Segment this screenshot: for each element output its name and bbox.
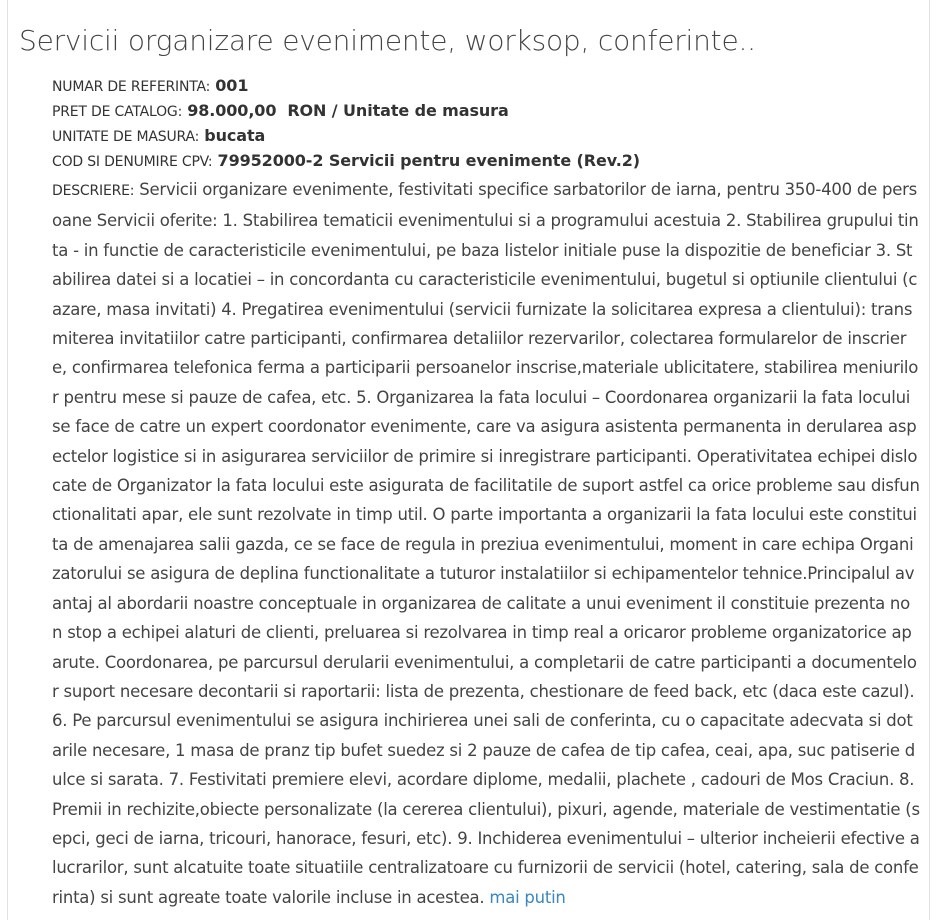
product-details — [52, 73, 920, 912]
page-title: Servicii organizare evenimente, worksop, conferinte.. — [19, 24, 756, 57]
reference-label: NUMAR DE REFERINTA: — [52, 79, 211, 95]
price-value: 98.000,00 RON / Unitate de masura — [187, 101, 509, 120]
show-less-link[interactable]: mai putin — [489, 887, 566, 907]
reference-value: 001 — [215, 76, 249, 95]
reference-row — [52, 73, 920, 98]
price-label: PRET DE CATALOG: — [52, 104, 183, 120]
unit-row — [52, 123, 920, 148]
unit-label: UNITATE DE MASURA: — [52, 129, 200, 145]
cpv-label: COD SI DENUMIRE CPV: — [52, 154, 213, 170]
unit-value: bucata — [204, 126, 266, 145]
description-label: DESCRIERE: — [52, 183, 135, 199]
description-block — [52, 175, 920, 912]
cpv-value: 79952000-2 Servicii pentru evenimente (Rev.2) — [217, 151, 640, 170]
description-text: Servicii organizare evenimente, festivitati specifice sarbatorilor de iarna, pentru 350-400 de persoane Servicii oferite: 1. Stabilirea tematicii evenimentului si a programului acestuia 2. Stabilirea grupului tinta - in functie de caracteristicile evenimentului, pe baza listelor initiale puse la dispozitie de beneficiar 3. Stabilirea datei si a locatiei – in concordanta cu caracteristicile evenimentului, bugetul si optiunile clientului (cazare, masa invitati) 4. Pregatirea evenimentului (servicii furnizate la solicitarea expresa a clientului): transmiterea invitatiilor catre participanti, confirmarea detaliilor rezervarilor, colectarea formularelor de inscriere, confirmarea telefonica ferma a participarii persoanelor inscrise,materiale ublicitatere, stabilirea meniurilor pentru mese si pauze de cafea, etc. 5. Organizarea la fata locului – Coordonarea organizarii la fata locului se face de catre un expert coordonator evenimente, care va asigura asistenta permanenta in derularea aspectelor logistice si in asigurarea serviciilor de primire si inregistrare participanti. Operativitatea echipei dislocate de Organizator la fata locului este asigurata de facilitatile de suport astfel ca orice probleme sau disfunctionalitati apar, ele sunt rezolvate in timp util. O parte importanta a organizarii la fata locului este constituita de amenajarea salii gazda, ce se face de regula in preziua evenimentului, moment in care echipa Organizatorului se asigura de deplina functionalitate a tuturor instalatiilor si echipamentelor tehnice.Principalul avantaj al abordarii noastre conceptuale in organizarea de calitate a unui eveniment il constituie prezenta non stop a echipei alaturi de clienti, preluarea si rezolvarea in timp real a oricaror probleme organizatorice aparute. Coordonarea, pe parcursul derularii evenimentului, a completarii de catre participanti a documentelor suport necesare decontarii si raportarii: lista de prezenta, chestionare de feed back, etc (daca este cazul). 6. Pe parcursul evenimentului se asigura inchirierea unei sali de conferinta, cu o capacitate adecvata si dotarile necesare, 1 masa de pranz tip bufet suedez si 2 pauze de cafea de tip cafea, ceai, apa, suc patiserie dulce si sarata. 7. Festivitati premiere elevi, acordare diplome, medalii, plachete , cadouri de Mos Craciun. 8. Premii in rechizite,obiecte personalizate (la cererea clientului), pixuri, agende, materiale de vestimentatie (sepci, geci de iarna, tricouri, hanorace, fesuri, etc). 9. Inchiderea evenimentului – ulterior incheierii efective a lucrarilor, sunt alcatuite toate situatiile centralizatoare cu furnizorii de servicii (hotel, catering, sala de conferinta) si sunt agreate toate valorile incluse in acestea. — [52, 180, 920, 907]
cpv-row — [52, 148, 920, 173]
price-row — [52, 98, 920, 123]
